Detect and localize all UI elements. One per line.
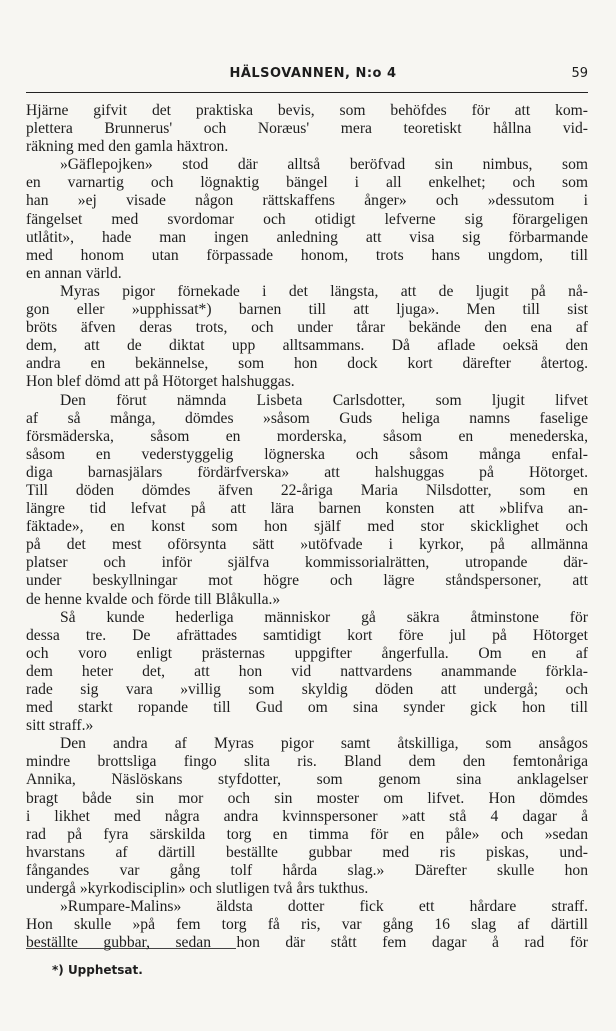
text-line: fängelset med svordomar och otidigt lefverne sig förargeligen (26, 210, 588, 228)
text-line: Hjärne gifvit det praktiska bevis, som behöfdes för att kom- (26, 102, 588, 119)
text-line: Hon blef dömd att på Hötorget halshuggas. (26, 373, 295, 391)
text-line: såsom en vederstyggelig lögnerska och såsom många enfal- (26, 445, 588, 463)
paragraph (26, 283, 588, 392)
paragraph (26, 102, 588, 156)
paragraph (26, 392, 588, 609)
text-line: Så kunde hederliga människor gå säkra åtminstone för (60, 608, 588, 626)
text-line: i likhet med några andra kvinnspersoner »att stå 4 dagar å (26, 807, 588, 825)
text-line: räkning med den gamla häxtron. (26, 138, 229, 156)
text-line: dem heter det, att hon vid nattvardens anammande förkla- (26, 662, 588, 680)
text-line: fäktade», en konst som hon själf med stor skicklighet och (26, 518, 588, 536)
text-line: rade sig vara »villig som skyldig döden att undergå; och (26, 681, 588, 698)
text-line: Hon skulle »på fem torg få ris, var gång 16 slag af därtill (26, 916, 588, 934)
text-line: fångandes var gång tolf hårda slag.» Därefter skulle hon (26, 861, 588, 879)
text-line: rad på fyra särskilda torg en timma för en påle» och »sedan (26, 825, 588, 843)
text-line: hvarstans af därtill beställte gubbar med ris piskas, und- (26, 843, 588, 861)
paragraph (26, 735, 588, 898)
text-line: undergå »kyrkodisciplin» och slutligen två års tukthus. (26, 880, 369, 898)
text-line: gon eller »upphissat*) barnen till att ljuga». Men till sist (26, 301, 588, 319)
text-line: af så många, dömdes »såsom Guds heliga namns faselige (26, 409, 588, 427)
text-line: försmäderska, såsom en morderska, såsom en menederska, (26, 427, 588, 445)
text-line: med starkt ropande till Gud om sina synder gick hon till (26, 699, 588, 717)
text-line: bragt både sin mor och sin moster om lifvet. Hon dömdes (26, 789, 588, 807)
text-line: på det mest oförsynta sätt »utöfvade i kyrkor, på allmänna (26, 536, 588, 554)
text-line: med honom utan förpassade honom, trots hans ungdom, till (26, 246, 588, 264)
text-line: under beskyllningar mot högre och lägre ståndspersoner, att (26, 572, 588, 590)
text-line: en varnartig och lögnaktig bängel i all enkelhet; och som (26, 174, 588, 192)
text-line: en annan värld. (26, 264, 122, 282)
paragraph (26, 609, 588, 736)
text-line: plettera Brunnerus' och Noræus' mera teoretiskt hållna vid- (26, 120, 588, 138)
text-line: han »ej visade någon rättskaffens ånger» och »dessutom i (26, 192, 588, 210)
paragraph (26, 156, 588, 283)
footnote-rule (26, 948, 236, 949)
text-line: Myras pigor förnekade i det längsta, att de ljugit på nå- (60, 282, 588, 300)
text-line: de henne kvalde och förde till Blåkulla.» (26, 590, 281, 608)
journal-title: HÄLSOVANNEN, N:o 4 (229, 66, 397, 81)
text-line: Annika, Näslöskans styfdotter, som genom sina anklagelser (26, 771, 588, 789)
text-line: Den förut nämnda Lisbeta Carlsdotter, som ljugit lifvet (60, 391, 588, 409)
text-line: diga barnasjälars fördärfverska» att halshuggas på Hötorget. (26, 463, 588, 481)
text-line: bröts äfven deras trots, och under tårar bekände den ena af (26, 319, 588, 337)
text-line: andra en bekännelse, som hon dock kort därefter återtog. (26, 355, 588, 373)
text-line: beställte gubbar, sedan hon där stått fem dagar å rad för (26, 934, 588, 952)
text-line: utlåtit», hade man ingen anledning att visa sig förbarmande (26, 228, 588, 246)
text-line: dem, att de diktat upp alltsammans. Då aflade oeksä den (26, 337, 588, 355)
text-line: sitt straff.» (26, 717, 94, 735)
body-text (26, 102, 588, 952)
page-number: 59 (571, 66, 588, 81)
header-rule (26, 92, 588, 93)
footnote: *) Upphetsat. (52, 963, 143, 977)
text-line: mindre brottsliga fingo slita ris. Bland dem den femtonåriga (26, 753, 588, 771)
text-line: dessa tre. De afrättades samtidigt kort före jul på Hötorget (26, 626, 588, 644)
paragraph (26, 898, 588, 952)
text-line: »Gäflepojken» stod där alltså beröfvad sin nimbus, som (60, 156, 588, 174)
text-line: Den andra af Myras pigor samt åtskilliga, som ansågos (60, 735, 588, 753)
running-header (26, 66, 588, 90)
text-line: »Rumpare-Malins» äldsta dotter fick ett hårdare straff. (60, 898, 588, 916)
text-line: längre tid lefvat på att lära barnen konsten att »blifva an- (26, 500, 588, 518)
text-line: platser och inför själfva kommissorialrätten, utropande där- (26, 554, 588, 572)
text-line: och voro enligt prästernas uppgifter ångerfulla. Om en af (26, 644, 588, 662)
text-line: Till döden dömdes äfven 22-åriga Maria Nilsdotter, som en (26, 481, 588, 499)
